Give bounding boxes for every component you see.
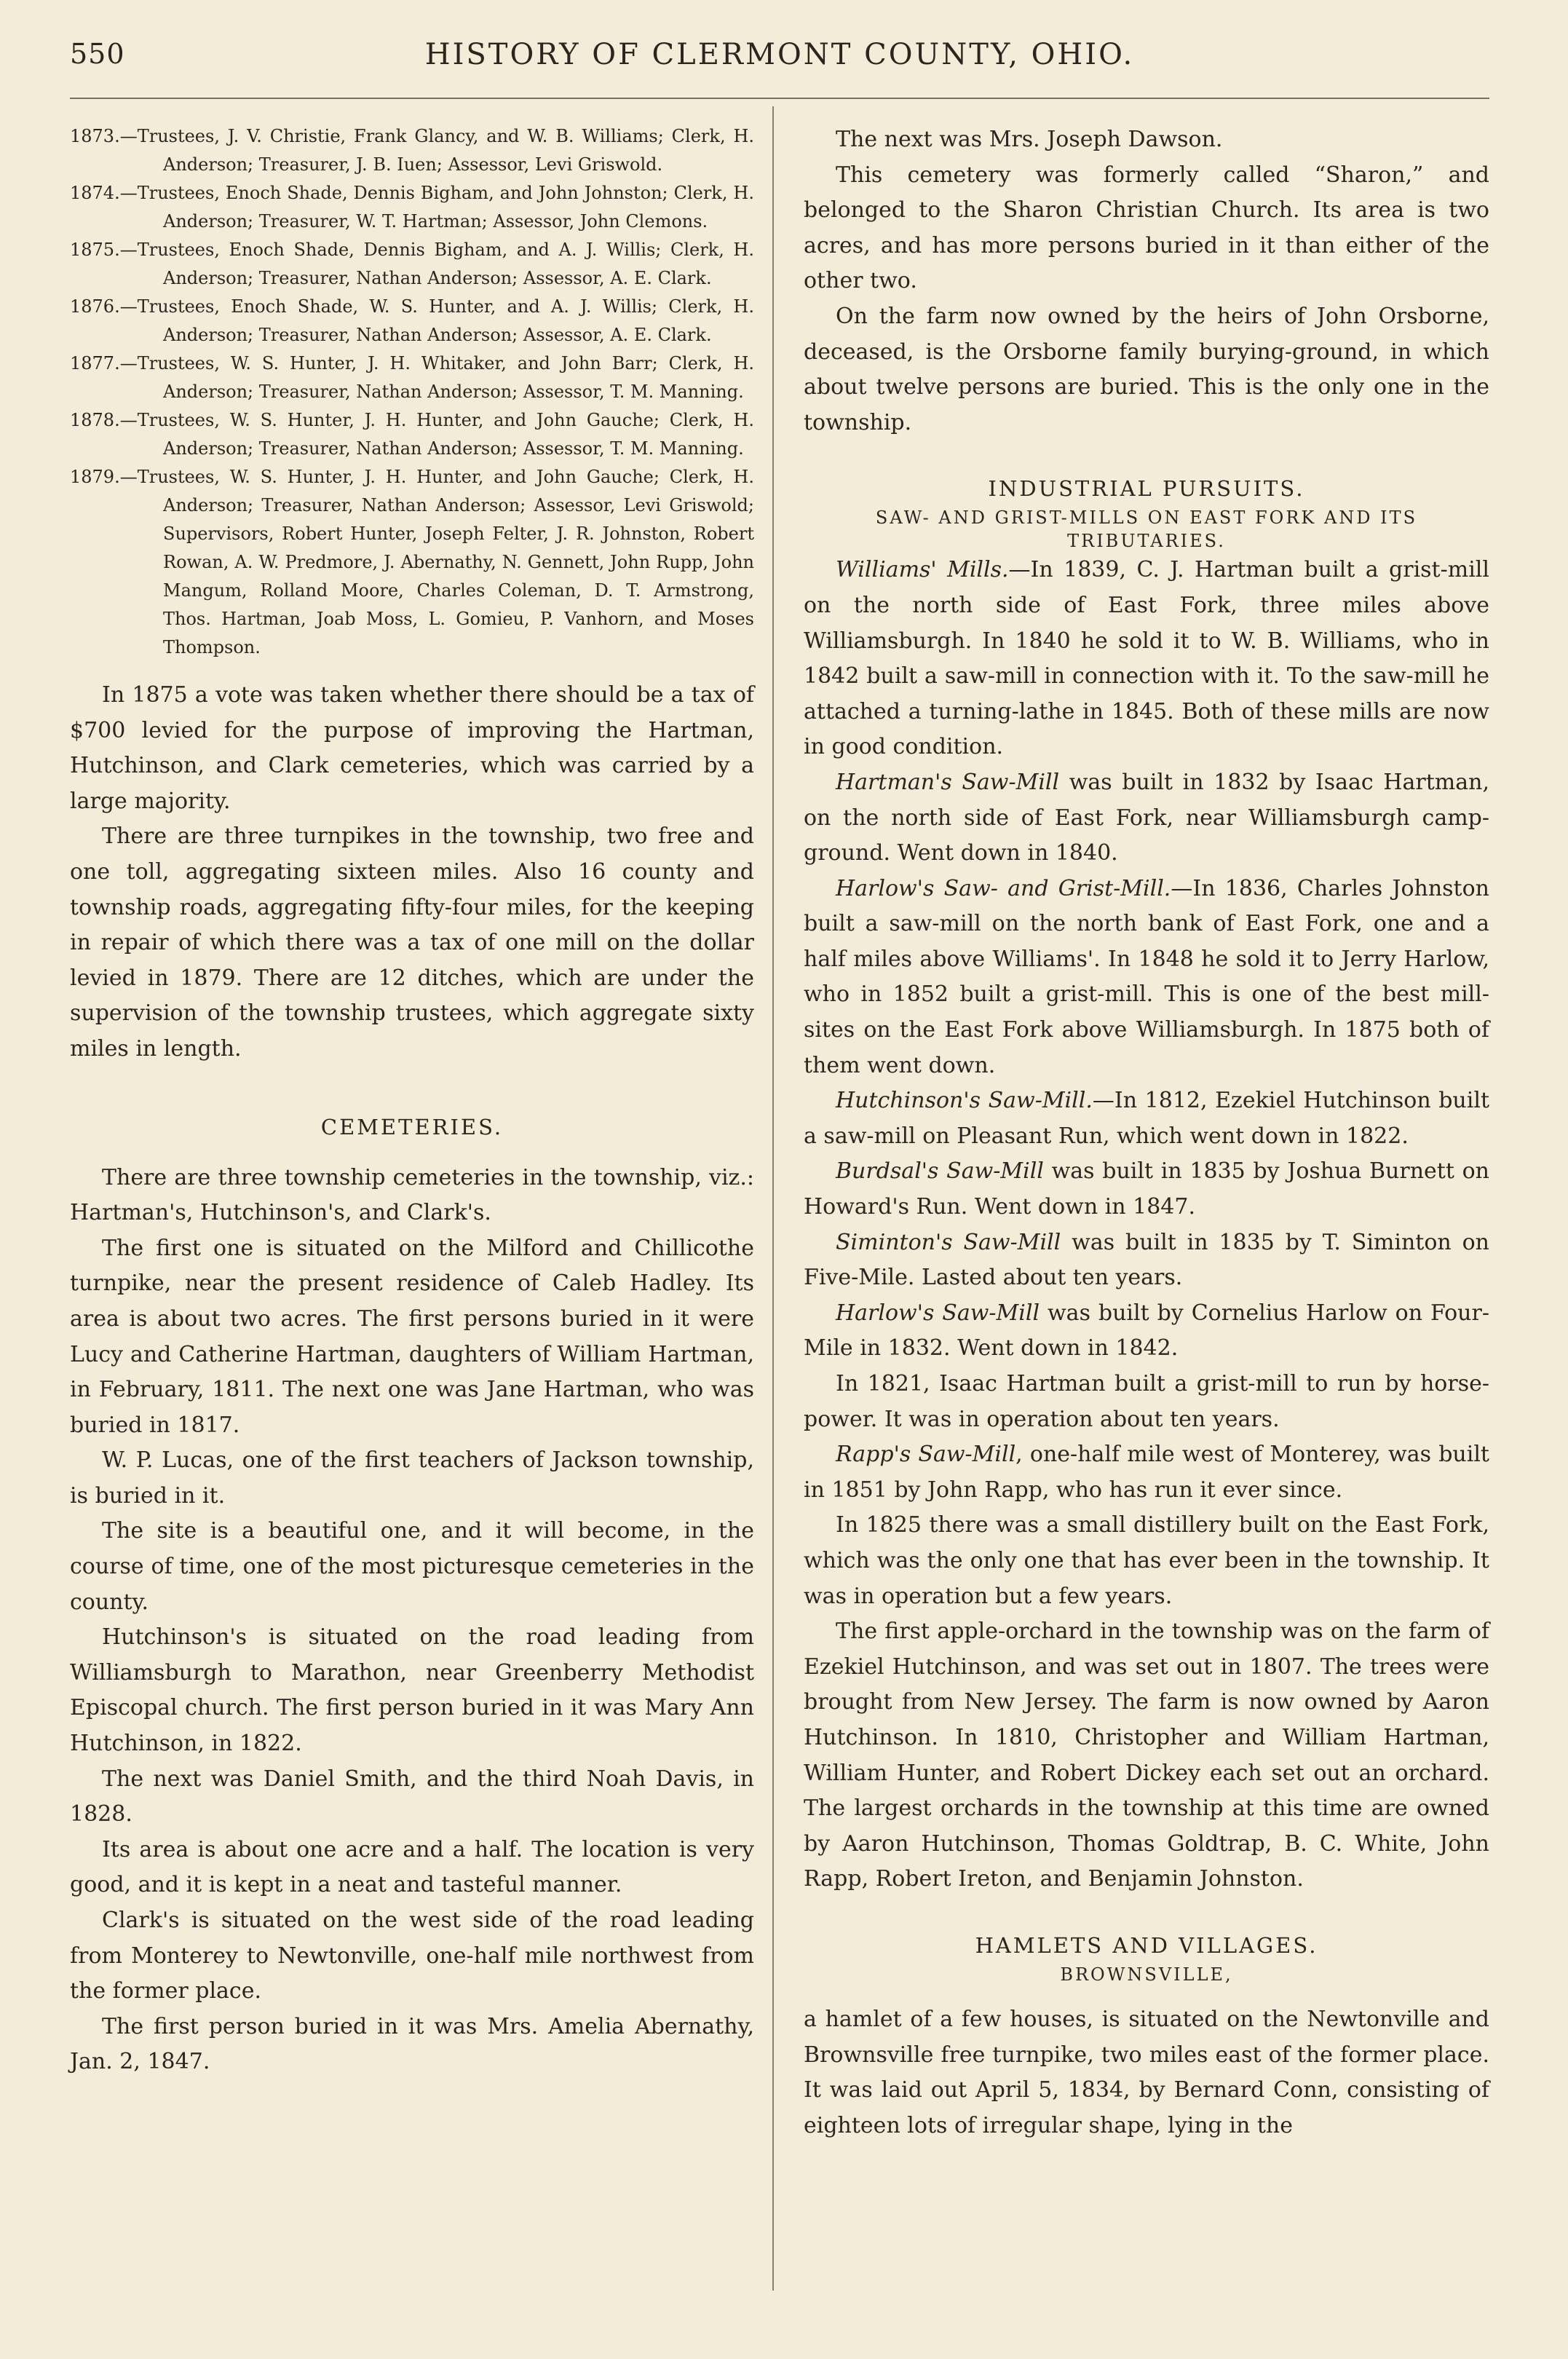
left-column (70, 122, 754, 2080)
mill-entry (804, 553, 1489, 765)
paragraph-horse-power-mill: In 1821, Isaac Hartman built a grist-mill to run by horse-power. It was in operation about ten years. (804, 1371, 1489, 1432)
running-title: HISTORY OF CLERMONT COUNTY, OHIO. (424, 38, 1135, 71)
cemetery-paragraph: W. P. Lucas, one of the first teachers of Jackson township, is buried in it. (70, 1447, 754, 1509)
mill-entry (804, 1296, 1489, 1367)
brownsville-subheading: BROWNSVILLE, (1060, 1964, 1233, 1985)
paragraph-brownsville: a hamlet of a few houses, is situated on the Newtonville and Brownsville free turnpike, two miles east of the former place. It was laid out April 5, 1834, by Bernard Conn, consisting of eighteen lots of irregular shape, lying in the (804, 2006, 1489, 2138)
mill-entry (804, 1083, 1489, 1154)
officer-record-1878: 1878.—Trustees, W. S. Hunter, J. H. Hunter, and John Gauche; Clerk, H. Anderson; Treasurer, Nathan Anderson; Assessor, T. M. Manning. (70, 410, 754, 459)
paragraph-sharon: This cemetery was formerly called “Sharon,” and belonged to the Sharon Christian Church. Its area is two acres, and has more persons buried in it than either of the other two. (804, 162, 1489, 294)
mill-text: was built in 1835 by T. Siminton on Five-Mile. Lasted about ten years. (804, 1229, 1490, 1291)
right-column (804, 122, 1489, 2143)
mill-entry (804, 765, 1489, 872)
mill-text: was built in 1832 by Isaac Hartman, on the north side of East Fork, near Williamsburgh camp-ground. Went down in 1840. (804, 769, 1489, 866)
cemetery-paragraph: Its area is about one acre and a half. The location is very good, and it is kept in a neat and tasteful manner. (70, 1836, 754, 1898)
cemetery-paragraph: Hutchinson's is situated on the road leading from Williamsburgh to Marathon, near Greenberry Methodist Episcopal church. The first person buried in it was Mary Ann Hutchinson, in 1822. (70, 1624, 754, 1757)
mill-name: Hutchinson's Saw-Mill. (836, 1088, 1093, 1114)
cemetery-paragraph: The site is a beautiful one, and it will become, in the course of time, one of the most picturesque cemeteries in the county. (70, 1518, 754, 1615)
mill-text: was built by Cornelius Harlow on Four-Mile in 1832. Went down in 1842. (804, 1300, 1489, 1362)
paragraph-orsborne: On the farm now owned by the heirs of John Orsborne, deceased, is the Orsborne family burying-ground, in which about twelve persons are buried. This is the only one in the township. (804, 303, 1489, 435)
paragraph-next-dawson: The next was Mrs. Joseph Dawson. (836, 127, 1223, 152)
mill-text: , one-half mile west of Monterey, was built in 1851 by John Rapp, who has run it ever since. (804, 1442, 1489, 1503)
officer-record-1874: 1874.—Trustees, Enoch Shade, Dennis Bigham, and John Johnston; Clerk, H. Anderson; Treasurer, W. T. Hartman; Assessor, John Clemons. (70, 183, 754, 232)
mill-name: Burdsal's Saw-Mill (836, 1158, 1044, 1185)
mills-subheading: SAW- AND GRIST-MILLS ON EAST FORK AND ITS TRIBUTARIES. (875, 507, 1418, 552)
cemetery-paragraph: Clark's is situated on the west side of the road leading from Monterey to Newtonville, one-half mile northwest from the former place. (70, 1908, 754, 2004)
officer-record-1877: 1877.—Trustees, W. S. Hunter, J. H. Whitaker, and John Barr; Clerk, H. Anderson; Treasurer, Nathan Anderson; Assessor, T. M. Manning. (70, 353, 754, 402)
mill-name: Harlow's Saw- and Grist-Mill. (836, 875, 1171, 901)
paragraph-orchards: The first apple-orchard in the township was on the farm of Ezekiel Hutchinson, and was set out in 1807. The trees were brought from New Jersey. The farm is now owned by Aaron Hutchinson. In 1810, Christopher and William Hartman, William Hunter, and Robert Dickey each set out an orchard. The largest orchards in the township at this time are owned by Aaron Hutchinson, Thomas Goldtrap, B. C. White, John Rapp, Robert Ireton, and Benjamin Johnston. (804, 1619, 1489, 1892)
paragraph-turnpikes: There are three turnpikes in the township, two free and one toll, aggregating sixteen miles. Also 16 county and township roads, aggregating fifty-four miles, for the keeping in repair of which there was a tax of one mill on the dollar levied in 1879. There are 12 ditches, which are under the supervision of the township trustees, which aggregate sixty miles in length. (70, 823, 754, 1062)
officer-record-1876: 1876.—Trustees, Enoch Shade, W. S. Hunter, and A. J. Willis; Clerk, H. Anderson; Treasurer, Nathan Anderson; Assessor, A. E. Clark. (70, 296, 754, 345)
mill-entry (804, 872, 1489, 1084)
industrial-pursuits-heading: INDUSTRIAL PURSUITS. (988, 476, 1305, 502)
cemeteries-heading: CEMETERIES. (320, 1114, 504, 1139)
column-divider (772, 106, 774, 2291)
mill-text: —In 1836, Charles Johnston built a saw-mill on the north bank of East Fork, one and a half miles above Williams'. In 1848 he sold it to Jerry Harlow, who in 1852 built a grist-mill. This is one of the best mill-sites on the East Fork above Williamsburgh. In 1875 both of them went down. (804, 875, 1489, 1078)
paragraph-tax-vote: In 1875 a vote was taken whether there should be a tax of $700 levied for the purpose of improving the Hartman, Hutchinson, and Clark cemeteries, which was carried by a large majority. (70, 682, 754, 814)
officer-record-1879: 1879.—Trustees, W. S. Hunter, J. H. Hunter, and John Gauche; Clerk, H. Anderson; Treasurer, Nathan Anderson; Assessor, Levi Griswold; Supervisors, Robert Hunter, Joseph Felter, J. R. Johnston, Robert Rowan, A. W. Predmore, J. Abernathy, N. Gennett, John Rupp, John Mangum, Rolland Moore, Charles Coleman, D. T. Armstrong, Thos. Hartman, Joab Moss, L. Gomieu, P. Vanhorn, and Moses Thompson. (70, 467, 754, 657)
mill-entry (804, 1225, 1489, 1296)
mill-name: Harlow's Saw-Mill (836, 1300, 1040, 1326)
mill-name: Rapp's Saw-Mill (836, 1442, 1016, 1468)
page-header (70, 38, 1489, 82)
cemetery-paragraph: The first person buried in it was Mrs. Amelia Abernathy, Jan. 2, 1847. (70, 2013, 754, 2075)
mill-name: Hartman's Saw-Mill (836, 769, 1060, 795)
mill-name: Siminton's Saw-Mill (836, 1229, 1061, 1255)
page-number: 550 (70, 38, 125, 70)
cemetery-paragraph: The first one is situated on the Milford and Chillicothe turnpike, near the present residence of Caleb Hadley. Its area is about two acres. The first persons buried in it were Lucy and Catherine Hartman, daughters of William Hartman, in February, 1811. The next one was Jane Hartman, who was buried in 1817. (70, 1235, 754, 1438)
cemetery-paragraph: The next was Daniel Smith, and the third Noah Davis, in 1828. (70, 1766, 754, 1827)
officer-record-1875: 1875.—Trustees, Enoch Shade, Dennis Bigham, and A. J. Willis; Clerk, H. Anderson; Treasurer, Nathan Anderson; Assessor, A. E. Clark. (70, 240, 754, 288)
mill-name: Williams' Mills. (836, 557, 1009, 583)
officer-record-1873: 1873.—Trustees, J. V. Christie, Frank Glancy, and W. B. Williams; Clerk, H. Anderson; Treasurer, J. B. Iuen; Assessor, Levi Griswold. (70, 126, 754, 175)
header-rule (70, 98, 1489, 99)
mill-text: —In 1839, C. J. Hartman built a grist-mill on the north side of East Fork, three miles above Williamsburgh. In 1840 he sold it to W. B. Williams, who in 1842 built a saw-mill in connection with it. To the saw-mill he attached a turning-lathe in 1845. Both of these mills are now in good condition. (804, 557, 1489, 760)
mill-entry-rapp (804, 1437, 1489, 1508)
mill-entry (804, 1154, 1489, 1225)
cemetery-paragraph: There are three township cemeteries in the township, viz.: Hartman's, Hutchinson's, and Clark's. (70, 1164, 754, 1226)
mill-text: was built in 1835 by Joshua Burnett on Howard's Run. Went down in 1847. (804, 1158, 1489, 1220)
mill-text: —In 1812, Ezekiel Hutchinson built a saw-mill on Pleasant Run, which went down in 1822. (804, 1088, 1489, 1149)
paragraph-distillery: In 1825 there was a small distillery built on the East Fork, which was the only one that has ever been in the township. It was in operation but a few years. (804, 1512, 1489, 1609)
hamlets-heading: HAMLETS AND VILLAGES. (975, 1932, 1318, 1958)
